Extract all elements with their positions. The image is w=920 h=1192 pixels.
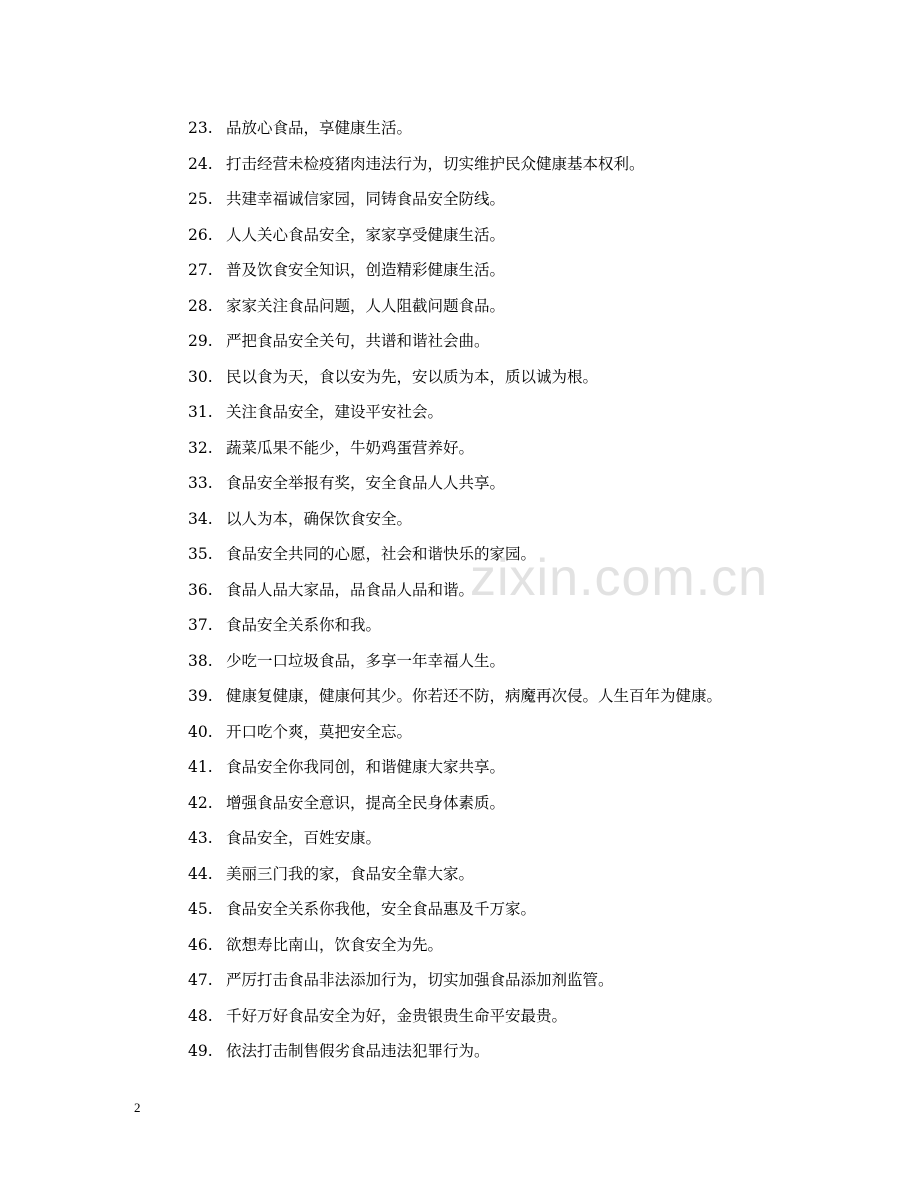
slogan-text: 欲想寿比南山，饮食安全为先。: [226, 935, 444, 954]
slogan-item: [188, 718, 722, 754]
slogan-item: [188, 292, 722, 328]
slogan-item: [188, 931, 722, 967]
slogan-number: 31.: [188, 403, 213, 421]
slogan-text: 美丽三门我的家，食品安全靠大家。: [226, 864, 475, 883]
slogan-text: 食品安全共同的心愿，社会和谐快乐的家园。: [226, 545, 537, 563]
slogan-text: 蔬菜瓜果不能少，牛奶鸡蛋营养好。: [226, 438, 475, 457]
slogan-text: 食品人品大家品，品食品人品和谐。: [226, 580, 475, 599]
slogan-text: 依法打击制售假劣食品违法犯罪行为。: [226, 1042, 490, 1060]
slogan-item: [188, 505, 722, 541]
slogan-item: [188, 1002, 722, 1038]
watermark: zixin.com.cn: [470, 549, 769, 607]
slogan-text: 开口吃个爽，莫把安全忘。: [226, 722, 413, 741]
slogan-number: 24.: [188, 154, 213, 173]
slogan-number: 38.: [188, 651, 213, 670]
slogan-number: 30.: [188, 367, 213, 386]
slogan-number: 39.: [188, 687, 213, 705]
slogan-number: 33.: [188, 474, 213, 492]
slogan-item: [188, 434, 722, 470]
slogan-text: 健康复健康，健康何其少。你若还不防，病魔再次侵。人生百年为健康。: [226, 687, 723, 705]
slogan-number: 42.: [188, 793, 213, 812]
slogan-text: 以人为本，确保饮食安全。: [226, 509, 413, 528]
slogan-number: 37.: [188, 616, 213, 634]
slogan-text: 食品安全关系你和我。: [226, 616, 382, 634]
slogan-item: [188, 256, 722, 292]
slogan-item: [188, 611, 722, 647]
slogan-number: 27.: [188, 261, 213, 279]
slogan-item: [188, 647, 722, 683]
slogan-number: 34.: [188, 509, 213, 528]
slogan-item: [188, 185, 722, 221]
slogan-text: 食品安全你我同创，和谐健康大家共享。: [226, 758, 506, 776]
slogan-number: 46.: [188, 935, 213, 954]
slogan-number: 47.: [188, 971, 213, 989]
slogan-text: 人人关心食品安全，家家享受健康生活。: [226, 225, 506, 244]
slogan-item: [188, 150, 722, 186]
slogan-text: 家家关注食品问题，人人阻截问题食品。: [226, 296, 506, 315]
page-number: 2: [134, 1100, 141, 1115]
slogan-number: 25.: [188, 190, 213, 208]
slogan-item: [188, 327, 722, 363]
slogan-number: 48.: [188, 1006, 213, 1025]
slogan-number: 44.: [188, 864, 213, 883]
slogan-number: 29.: [188, 332, 213, 350]
slogan-item: [188, 824, 722, 860]
slogan-item: [188, 966, 722, 1002]
slogan-item: [188, 114, 722, 150]
slogan-item: [188, 753, 722, 789]
slogan-item: [188, 682, 722, 718]
slogan-item: [188, 398, 722, 434]
slogan-text: 打击经营未检疫猪肉违法行为，切实维护民众健康基本权利。: [226, 154, 645, 173]
slogan-number: 28.: [188, 296, 213, 315]
slogan-item: [188, 363, 722, 399]
slogan-number: 43.: [188, 829, 213, 847]
slogan-number: 23.: [188, 119, 213, 137]
slogan-text: 食品安全，百姓安康。: [226, 829, 382, 847]
slogan-item: [188, 895, 722, 931]
slogan-number: 26.: [188, 225, 213, 244]
slogan-number: 35.: [188, 545, 213, 563]
slogan-text: 食品安全举报有奖，安全食品人人共享。: [226, 474, 506, 492]
slogan-number: 32.: [188, 438, 213, 457]
slogan-item: [188, 860, 722, 896]
slogan-text: 千好万好食品安全为好，金贵银贵生命平安最贵。: [226, 1006, 568, 1025]
slogan-item: [188, 789, 722, 825]
slogan-number: 49.: [188, 1042, 213, 1060]
slogan-text: 少吃一口垃圾食品，多享一年幸福人生。: [226, 651, 506, 670]
slogan-text: 严厉打击食品非法添加行为，切实加强食品添加剂监管。: [226, 971, 614, 989]
slogan-number: 41.: [188, 758, 213, 776]
slogan-number: 40.: [188, 722, 213, 741]
slogan-text: 品放心食品，享健康生活。: [226, 119, 413, 137]
slogan-text: 共建幸福诚信家园，同铸食品安全防线。: [226, 190, 506, 208]
slogan-text: 关注食品安全，建设平安社会。: [226, 403, 444, 421]
slogan-number: 36.: [188, 580, 213, 599]
slogan-item: [188, 1037, 722, 1073]
slogan-text: 增强食品安全意识，提高全民身体素质。: [226, 793, 506, 812]
slogan-text: 食品安全关系你我他，安全食品惠及千万家。: [226, 900, 537, 918]
slogan-text: 普及饮食安全知识，创造精彩健康生活。: [226, 261, 506, 279]
slogan-text: 民以食为天，食以安为先，安以质为本，质以诚为根。: [226, 367, 599, 386]
slogan-number: 45.: [188, 900, 213, 918]
slogan-text: 严把食品安全关句，共谱和谐社会曲。: [226, 332, 490, 350]
slogan-item: [188, 469, 722, 505]
slogan-item: [188, 221, 722, 257]
